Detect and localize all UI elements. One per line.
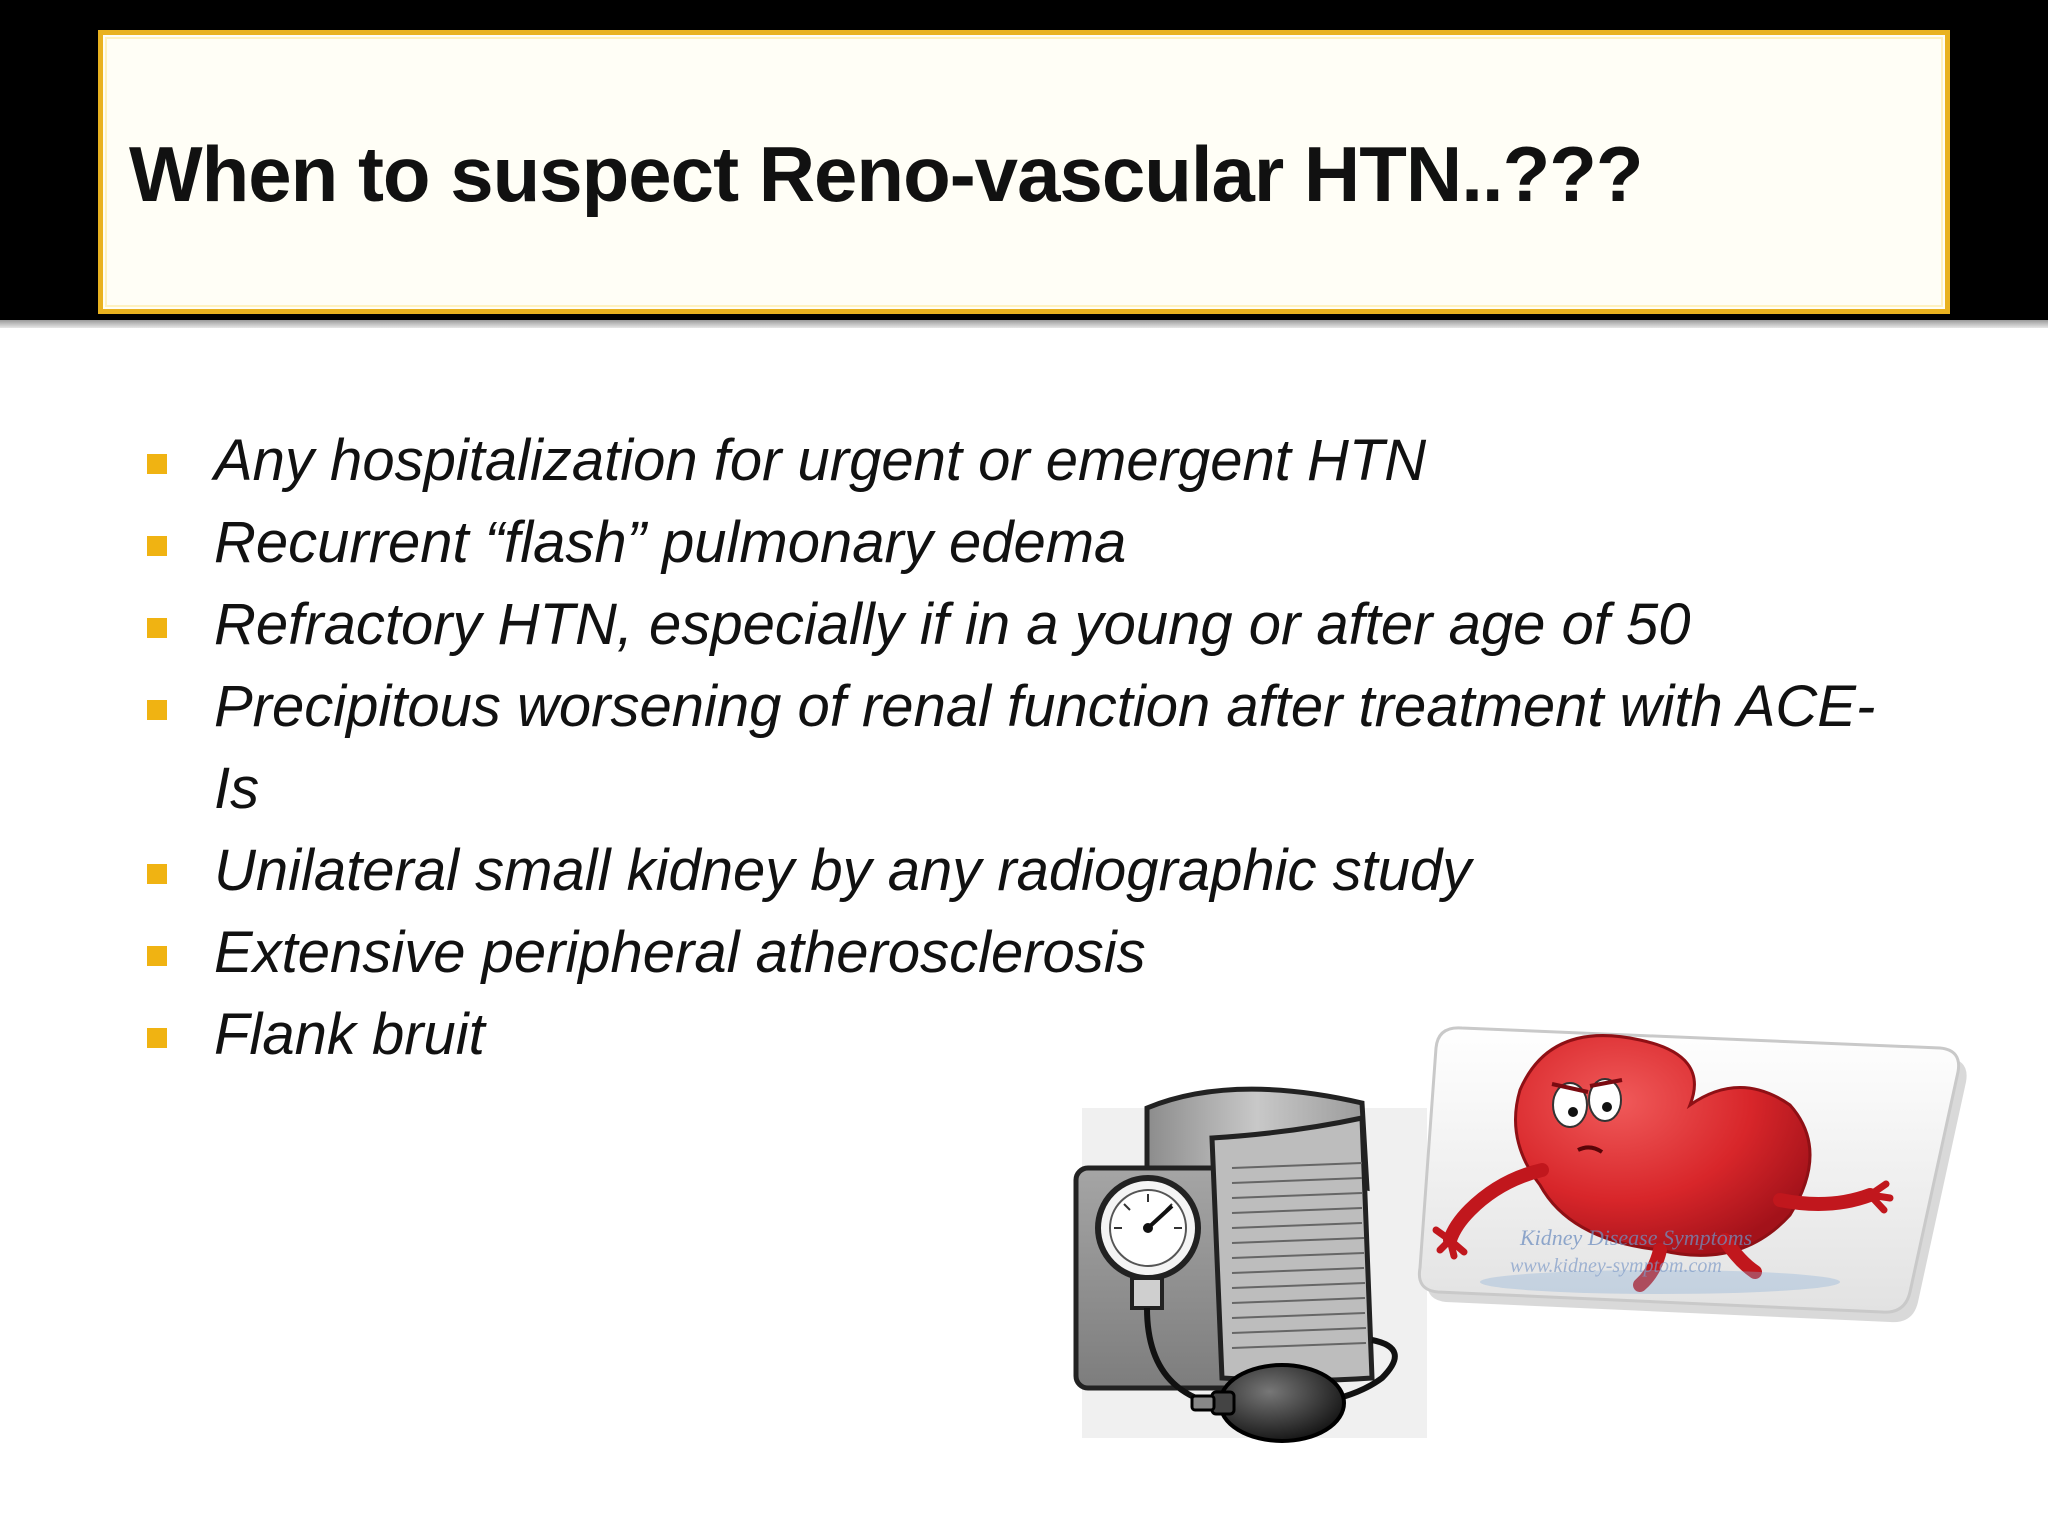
bullet-text: Refractory HTN, especially if in a young or after age of 50	[214, 592, 1691, 657]
bullet-text: Unilateral small kidney by any radiographic study	[214, 838, 1472, 903]
kidney-cartoon-image	[1410, 1000, 1970, 1330]
blood-pressure-cuff-icon	[1062, 1078, 1447, 1478]
bullet-text: Precipitous worsening of renal function after treatment with ACE-Is	[214, 674, 1876, 821]
kidney-watermark-url: www.kidney-symptom.com	[1510, 1255, 1722, 1277]
bullet-item	[140, 912, 1920, 994]
square-bullet-icon	[147, 946, 167, 966]
square-bullet-icon	[147, 454, 167, 474]
square-bullet-icon	[147, 864, 167, 884]
bullet-list	[140, 420, 1920, 1076]
bullet-text: Recurrent “flash” pulmonary edema	[214, 510, 1127, 575]
kidney-watermark-title: Kidney Disease Symptoms	[1520, 1225, 1753, 1250]
header-divider	[0, 320, 2048, 328]
bullet-item	[140, 584, 1920, 666]
slide-title: When to suspect Reno-vascular HTN..???	[129, 130, 1643, 218]
bullet-item	[140, 420, 1920, 502]
bullet-item	[140, 502, 1920, 584]
bullet-text: Extensive peripheral atherosclerosis	[214, 920, 1146, 985]
bullet-text: Flank bruit	[214, 1002, 485, 1067]
blood-pressure-monitor-image	[1062, 1078, 1447, 1478]
square-bullet-icon	[147, 700, 167, 720]
kidney-character-icon	[1410, 1000, 1970, 1330]
bullet-item	[140, 666, 1920, 830]
bullet-item	[140, 830, 1920, 912]
square-bullet-icon	[147, 536, 167, 556]
title-box	[98, 30, 1950, 314]
square-bullet-icon	[147, 618, 167, 638]
bullet-text: Any hospitalization for urgent or emergent HTN	[214, 428, 1427, 493]
square-bullet-icon	[147, 1028, 167, 1048]
